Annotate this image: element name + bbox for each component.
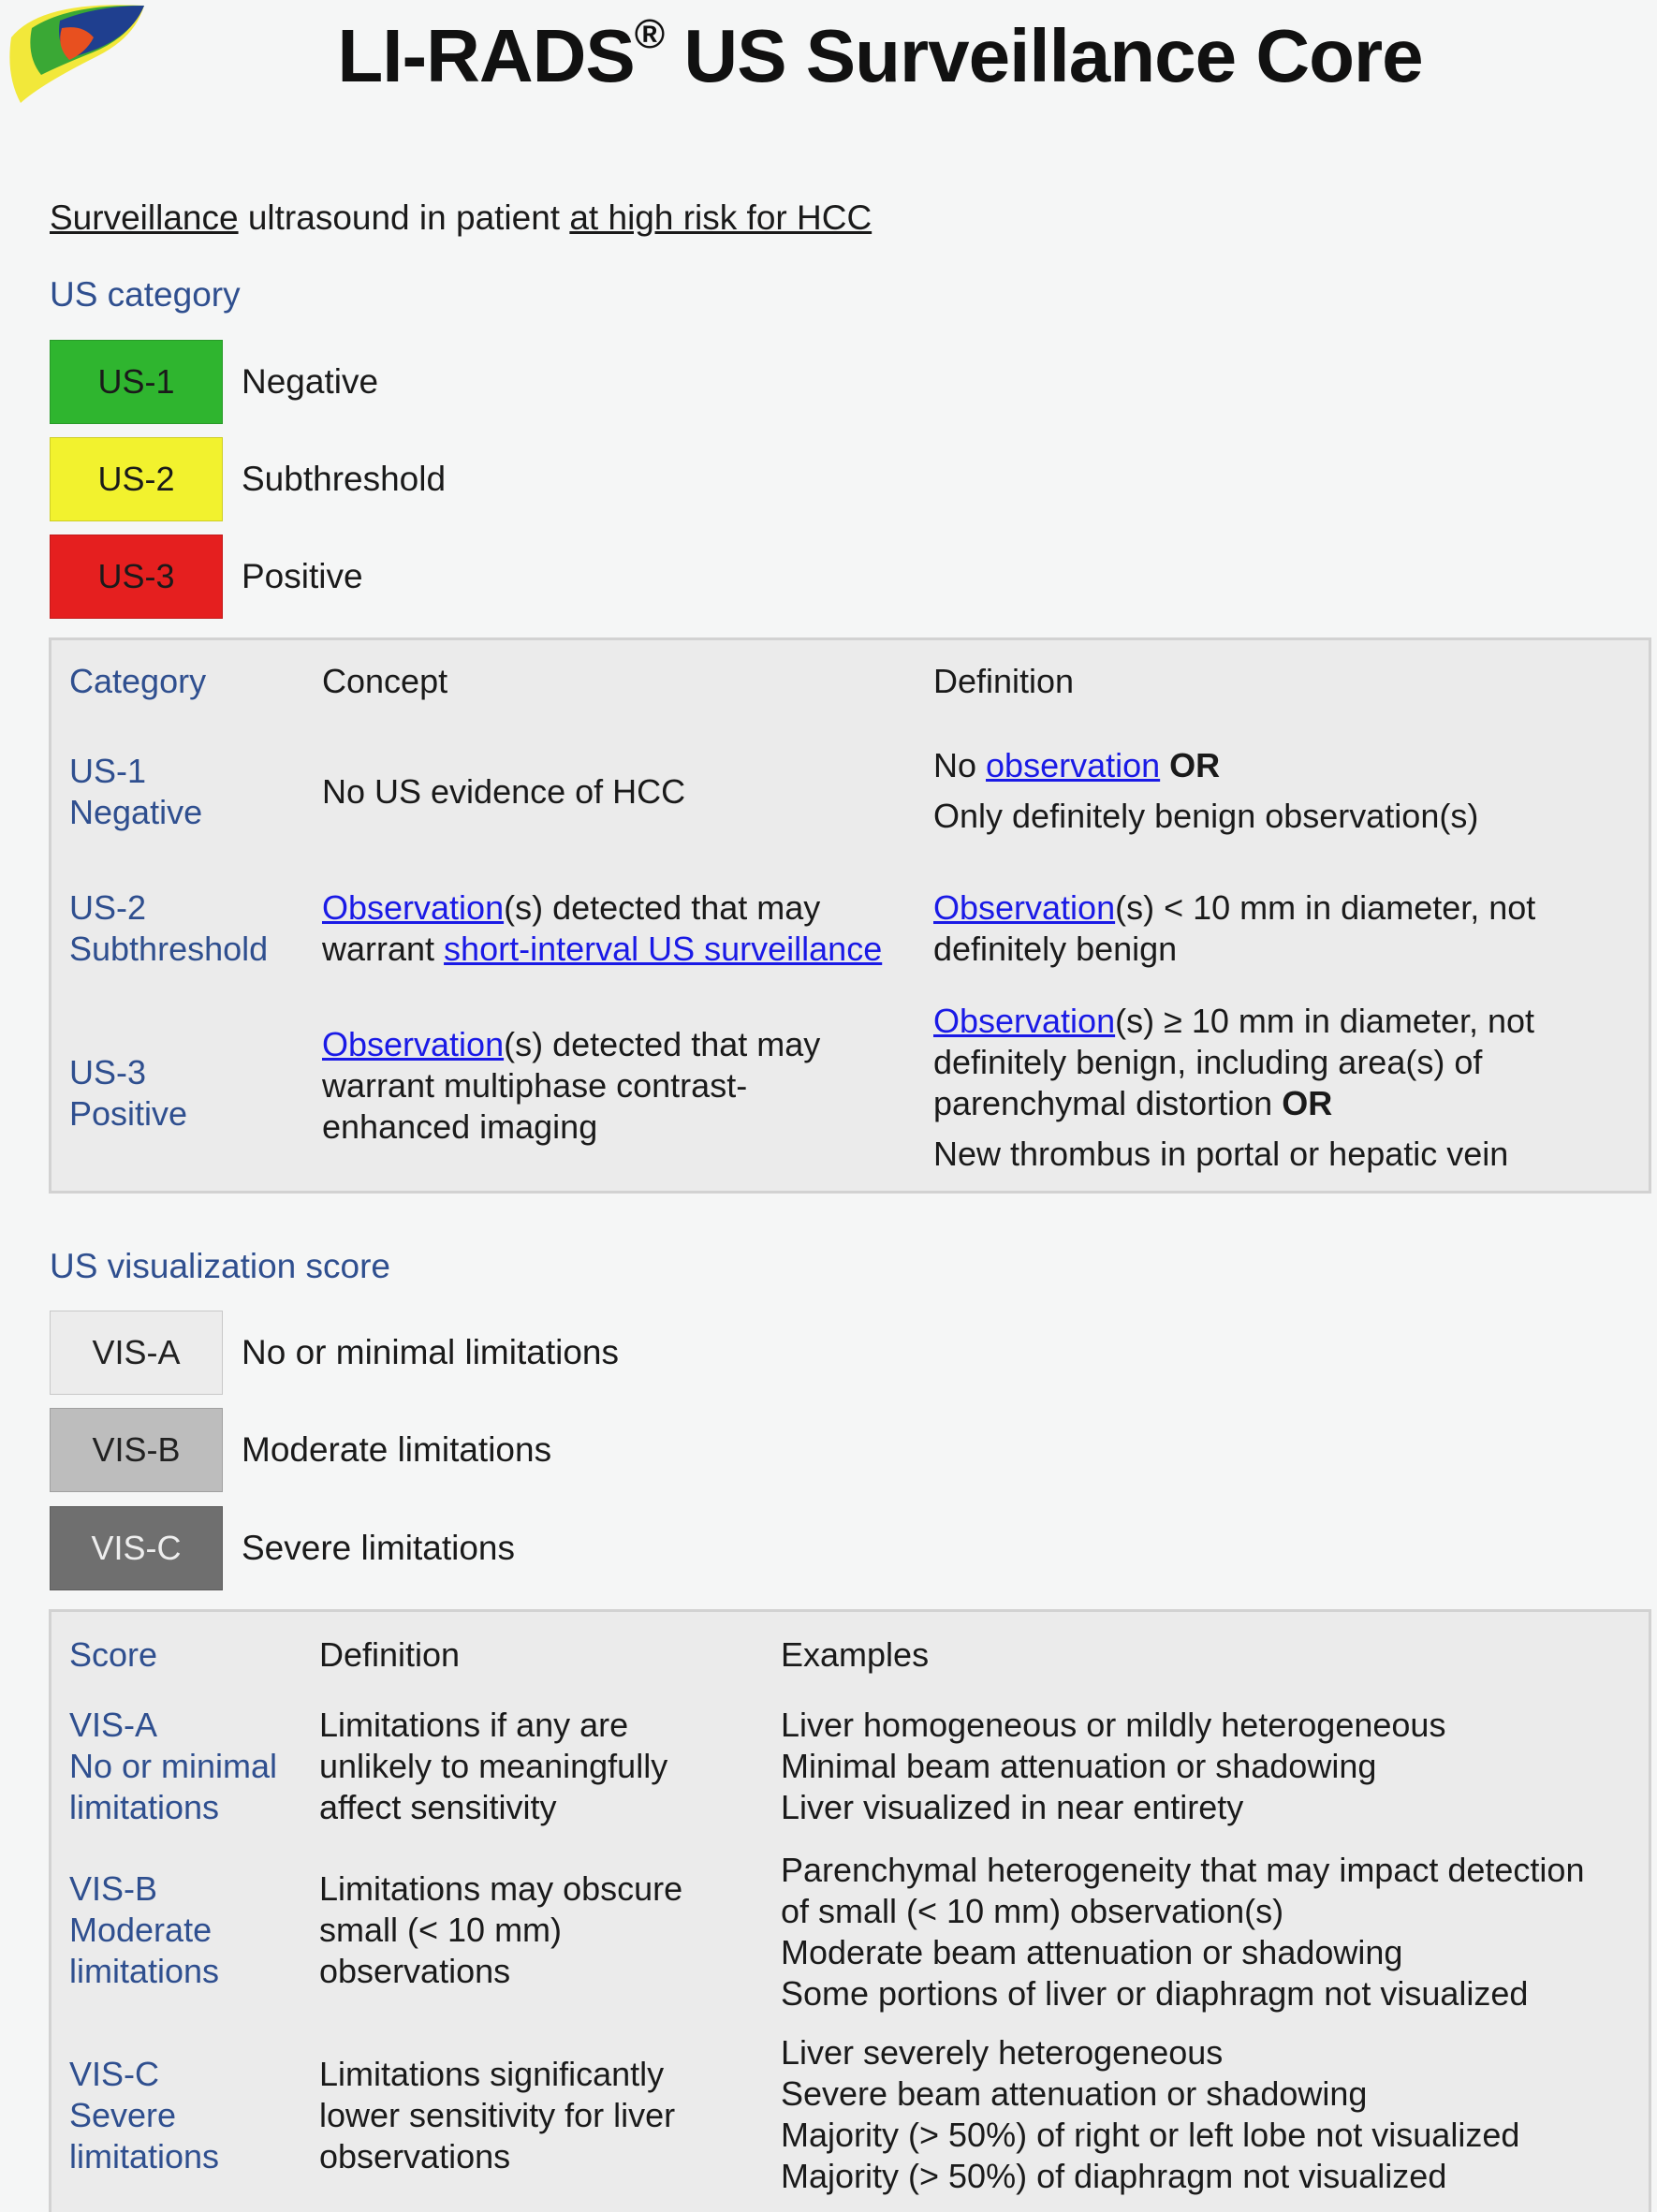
table-row-definition: Observation(s) < 10 mm in diameter, not definitely benign xyxy=(933,888,1536,968)
table-row-definition: Observation(s) ≥ 10 mm in diameter, not definitely benign, including area(s) of parenchymal distortion OR New thrombus in portal or hepatic vein xyxy=(933,1002,1535,1173)
table-row-concept: No US evidence of HCC xyxy=(322,772,686,811)
table-row-category: US-1 Negative xyxy=(69,752,203,831)
us1-swatch: US-1 xyxy=(50,340,223,424)
vis-score-label: US visualization score xyxy=(50,1247,390,1285)
col-header-definition: Definition xyxy=(319,1635,461,1674)
vis-c-label: Severe limitations xyxy=(242,1529,516,1567)
col-header-score: Score xyxy=(69,1635,158,1674)
table-row-score: VIS-B Moderate limitations xyxy=(69,1869,220,1990)
page-title: LI-RADS® US Surveillance Core xyxy=(337,11,1423,97)
category-table xyxy=(49,637,1651,1194)
table-row-score: VIS-A No or minimal limitations xyxy=(69,1706,278,1826)
table-row-definition: Limitations may obscure small (< 10 mm) observations xyxy=(319,1869,683,1990)
table-row-category: US-2 Subthreshold xyxy=(69,888,269,968)
table-row-concept: Observation(s) detected that may warrant multiphase contrast- enhanced imaging xyxy=(322,1025,821,1146)
vis-b-label: Moderate limitations xyxy=(242,1430,552,1469)
us-category-label: US category xyxy=(50,275,241,314)
col-header-category: Category xyxy=(69,662,207,700)
table-row-category: US-3 Positive xyxy=(69,1053,188,1133)
us3-swatch: US-3 xyxy=(50,535,223,619)
col-header-examples: Examples xyxy=(781,1635,930,1674)
vis-score-row xyxy=(50,1506,515,1590)
table-row-score: VIS-C Severe limitations xyxy=(69,2055,220,2175)
vis-a-label: No or minimal limitations xyxy=(242,1333,619,1371)
vis-b-swatch: VIS-B xyxy=(50,1408,223,1492)
us1-label: Negative xyxy=(242,362,379,401)
col-header-concept: Concept xyxy=(322,662,448,700)
table-row-definition: Limitations significantly lower sensitivity for liver observations xyxy=(319,2055,676,2175)
col-header-definition: Definition xyxy=(933,662,1075,700)
us-category-row xyxy=(50,535,363,619)
intro-text: Surveillance ultrasound in patient at high risk for HCC xyxy=(50,198,872,237)
short-interval-surveillance-link[interactable]: short-interval US surveillance xyxy=(444,930,883,968)
table-row-concept: Observation(s) detected that may warrant short-interval US surveillance xyxy=(322,888,883,968)
observation-link[interactable]: Observation xyxy=(322,888,505,927)
table-row-examples: Liver homogeneous or mildly heterogeneous Minimal beam attenuation or shadowing Liver visualized in near entirety xyxy=(781,1706,1446,1826)
us-category-row xyxy=(50,340,378,424)
us2-swatch: US-2 xyxy=(50,437,223,521)
table-row-definition: Limitations if any are unlikely to meaningfully affect sensitivity xyxy=(319,1706,668,1826)
high-risk-term: at high risk for HCC xyxy=(569,198,872,237)
vis-score-row xyxy=(50,1408,551,1492)
vis-score-row xyxy=(50,1311,619,1395)
table-row-examples: Parenchymal heterogeneity that may impact detection of small (< 10 mm) observation(s) Moderate beam attenuation or shadowing Some portions of liver or diaphragm not visualized xyxy=(781,1851,1585,2013)
observation-link[interactable]: observation xyxy=(986,746,1161,784)
observation-link[interactable]: Observation xyxy=(933,1002,1116,1040)
vis-c-swatch: VIS-C xyxy=(50,1506,223,1590)
observation-link[interactable]: Observation xyxy=(933,888,1116,927)
vis-a-swatch: VIS-A xyxy=(50,1311,223,1395)
observation-link[interactable]: Observation xyxy=(322,1025,505,1063)
us2-label: Subthreshold xyxy=(242,460,447,498)
us-category-row xyxy=(50,437,446,521)
us3-label: Positive xyxy=(242,557,363,595)
table-row-definition: No observation OR Only definitely benign observation(s) xyxy=(933,746,1479,835)
table-row-examples: Liver severely heterogeneous Severe beam attenuation or shadowing Majority (> 50%) of right or left lobe not visualized Majority (> 50%) of diaphragm not visualized xyxy=(781,2033,1520,2195)
vis-table xyxy=(49,1609,1651,2212)
surveillance-term: Surveillance xyxy=(50,198,239,237)
